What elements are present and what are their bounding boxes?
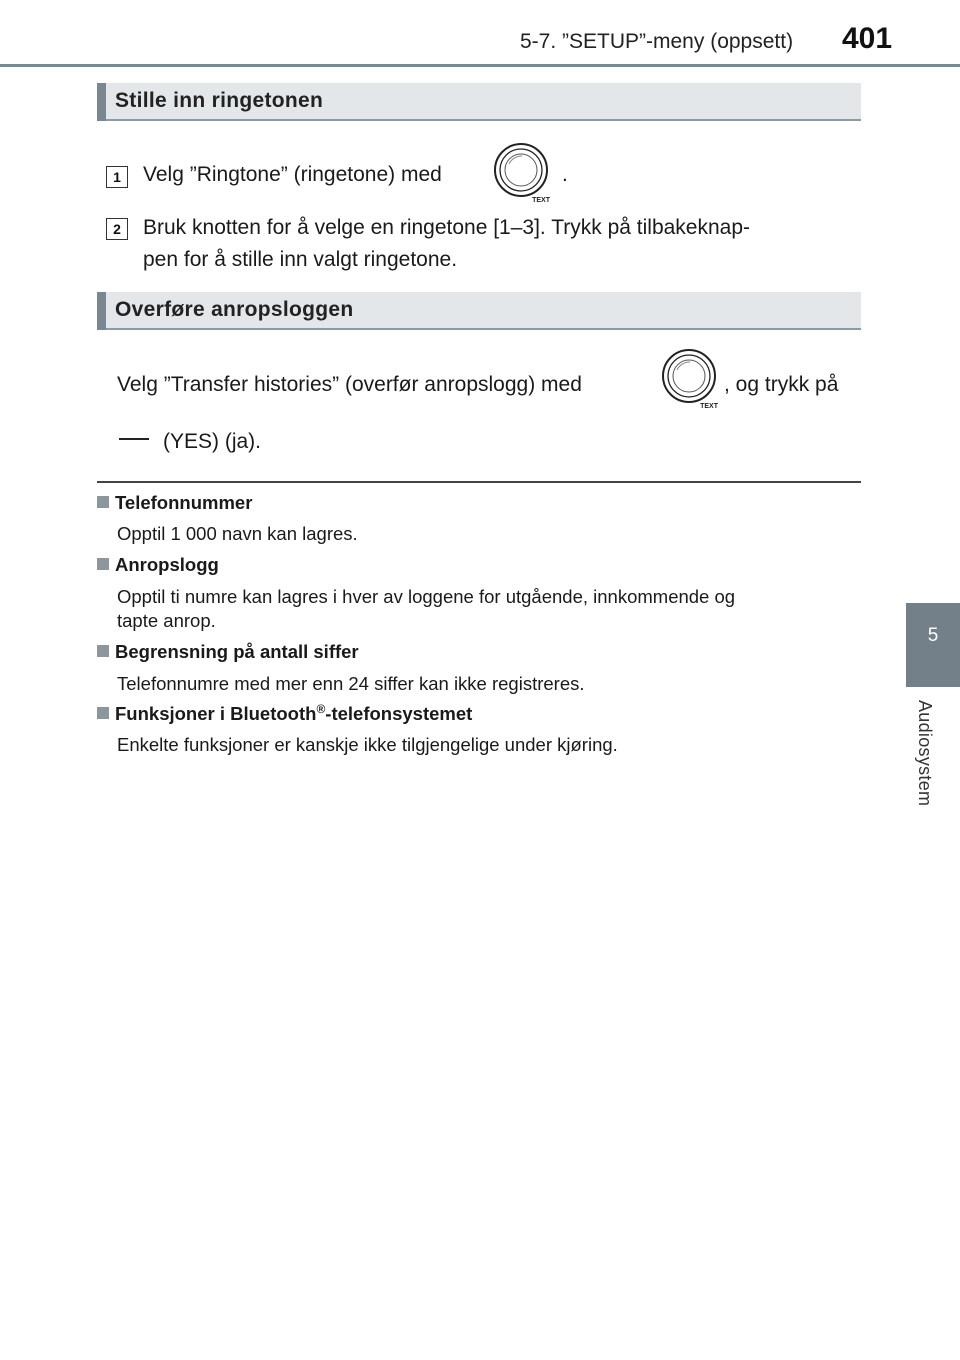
step-2-text-line1: Bruk knotten for å velge en ringetone [1–3]. Trykk på tilbakeknap- bbox=[143, 216, 751, 239]
note-body: Enkelte funksjoner er kanskje ikke tilgjengelige under kjøring. bbox=[117, 734, 618, 755]
note-body: Opptil 1 000 navn kan lagres. bbox=[117, 523, 358, 544]
note-title: Anropslogg bbox=[115, 554, 219, 575]
registered-mark: ® bbox=[316, 702, 326, 716]
section-heading-bar bbox=[97, 292, 106, 330]
page-number: 401 bbox=[842, 22, 893, 55]
section-title: Stille inn ringetonen bbox=[115, 89, 324, 112]
step-2-text-line2: pen for å stille inn valgt ringetone. bbox=[143, 248, 458, 271]
note-heading bbox=[97, 554, 219, 576]
transfer-instruction: Velg ”Transfer histories” (overfør anropslogg) med bbox=[117, 373, 582, 396]
dial-text-label: TEXT bbox=[700, 403, 718, 410]
step-number-1: 1 bbox=[106, 166, 128, 188]
header-divider bbox=[0, 64, 960, 67]
note-title: Funksjoner i Bluetooth bbox=[115, 703, 317, 725]
bullet-square-icon bbox=[97, 707, 109, 719]
chapter-title: 5-7. ”SETUP”-meny (oppsett) bbox=[520, 30, 794, 53]
note-title: Begrensning på antall siffer bbox=[115, 641, 359, 662]
yes-label: (YES) (ja). bbox=[163, 430, 262, 453]
note-heading bbox=[97, 641, 359, 663]
section-heading-transfer bbox=[97, 292, 861, 330]
dial-text-label: TEXT bbox=[532, 197, 550, 204]
note-title-suffix: -telefonsystemet bbox=[325, 703, 473, 725]
tune-dial-icon bbox=[660, 348, 722, 410]
button-icon bbox=[117, 431, 151, 447]
step-1-text: Velg ”Ringtone” (ringetone) med bbox=[143, 163, 442, 186]
note-heading bbox=[97, 492, 252, 514]
note-heading bbox=[97, 702, 472, 725]
note-body-line1: Opptil ti numre kan lagres i hver av loggene for utgående, innkommende og bbox=[117, 586, 736, 607]
note-body-line2: tapte anrop. bbox=[117, 610, 216, 631]
notes-divider bbox=[97, 481, 861, 483]
bullet-square-icon bbox=[97, 645, 109, 657]
section-heading-ringtone bbox=[97, 83, 861, 121]
note-body: Telefonnumre med mer enn 24 siffer kan ikke registreres. bbox=[117, 673, 585, 694]
note-title: Telefonnummer bbox=[115, 492, 253, 513]
section-title: Overføre anropsloggen bbox=[115, 298, 354, 321]
step-1-period: . bbox=[562, 163, 568, 186]
bullet-square-icon bbox=[97, 496, 109, 508]
bullet-square-icon bbox=[97, 558, 109, 570]
section-heading-bar bbox=[97, 83, 106, 121]
chapter-tab-label: Audiosystem bbox=[915, 700, 935, 807]
tune-dial-icon bbox=[492, 142, 554, 204]
step-number-2: 2 bbox=[106, 218, 128, 240]
transfer-instruction-end: , og trykk på bbox=[724, 373, 839, 396]
chapter-tab-number: 5 bbox=[927, 625, 939, 646]
